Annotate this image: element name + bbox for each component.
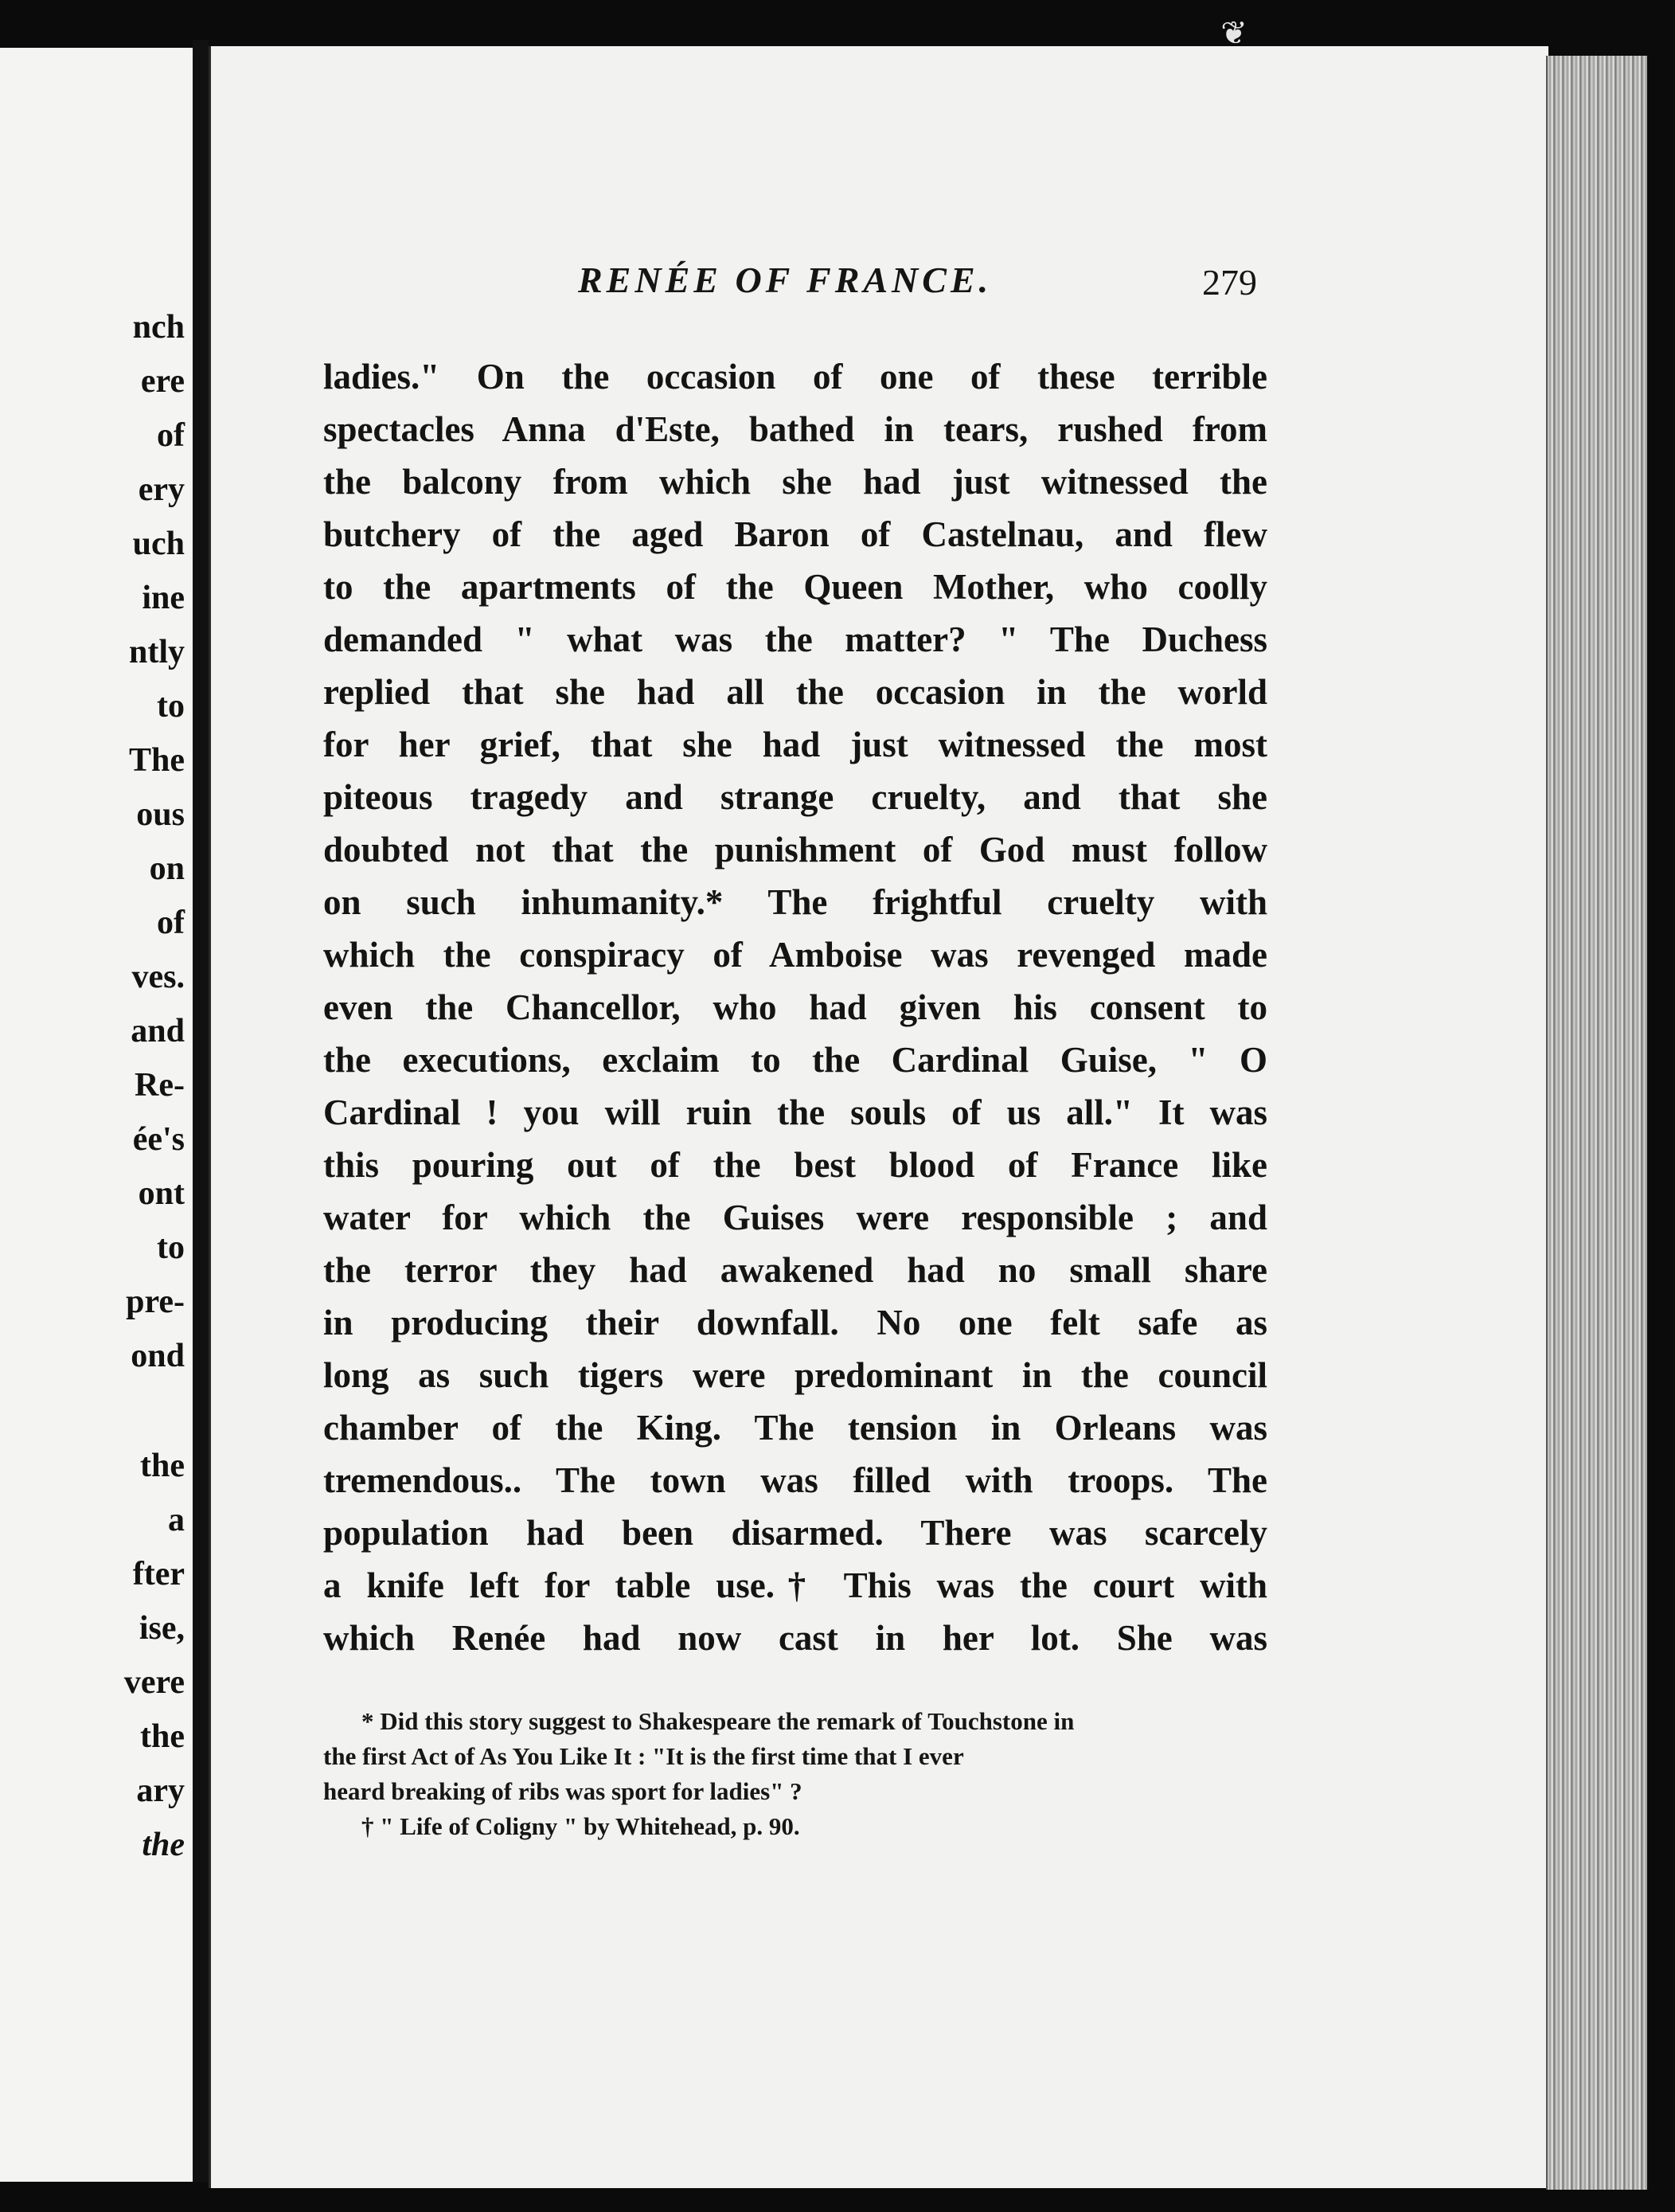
text-line bbox=[323, 613, 1267, 666]
text-line-content: doubted not that the punishment of God must follow bbox=[323, 830, 1267, 870]
text-line-content: replied that she had all the occasion in the world bbox=[323, 672, 1267, 712]
text-line-content: ladies." On the occasion of one of these terrible bbox=[323, 357, 1267, 397]
text-line bbox=[323, 928, 1267, 981]
text-line-content: a knife left for table use.† This was the court with bbox=[323, 1565, 1267, 1605]
left-page-fragment: uch bbox=[132, 526, 185, 562]
footnote-line: † " Life of Coligny " by Whitehead, p. 90. bbox=[361, 1812, 800, 1840]
page-edges bbox=[1546, 56, 1647, 2190]
text-line bbox=[323, 718, 1267, 771]
left-page-fragment: of bbox=[157, 905, 185, 941]
text-line bbox=[323, 666, 1267, 718]
text-line-content: this pouring out of the best blood of France like bbox=[323, 1145, 1267, 1185]
left-page-fragment: The bbox=[128, 742, 185, 779]
ornament-icon: ❦ bbox=[1220, 15, 1247, 51]
left-page-fragment: to bbox=[157, 688, 185, 725]
text-line-content: butchery of the aged Baron of Castelnau, and flew bbox=[323, 514, 1267, 554]
text-line-content: demanded " what was the matter? " The Duchess bbox=[323, 619, 1267, 659]
text-line bbox=[323, 1349, 1267, 1401]
text-line bbox=[323, 981, 1267, 1034]
footnotes bbox=[323, 1704, 1267, 1844]
text-line-content: to the apartments of the Queen Mother, who coolly bbox=[323, 567, 1267, 607]
footnote-line: * Did this story suggest to Shakespeare the remark of Touchstone in bbox=[361, 1707, 1075, 1735]
text-line bbox=[323, 508, 1267, 561]
text-line bbox=[323, 1507, 1267, 1559]
text-line bbox=[323, 561, 1267, 613]
left-page-fragment: ond bbox=[131, 1338, 185, 1374]
text-line-content: Cardinal ! you will ruin the souls of us all." It was bbox=[323, 1092, 1267, 1132]
text-line-content: tremendous.. The town was filled with troops. The bbox=[323, 1460, 1267, 1500]
text-line bbox=[323, 1612, 1267, 1664]
left-page-fragment: ous bbox=[136, 796, 185, 833]
left-page-fragment: vere bbox=[123, 1664, 185, 1701]
text-line-content: long as such tigers were predominant in the council bbox=[323, 1355, 1267, 1395]
left-page-fragment: the bbox=[140, 1448, 185, 1484]
text-line-content: piteous tragedy and strange cruelty, and that she bbox=[323, 777, 1267, 817]
text-line bbox=[323, 1401, 1267, 1454]
left-page-fragment: on bbox=[149, 850, 185, 887]
left-page-fragment: Re- bbox=[135, 1067, 185, 1104]
left-page-fragment: the bbox=[142, 1827, 185, 1863]
text-line bbox=[323, 876, 1267, 928]
left-page-fragment: pre- bbox=[126, 1284, 185, 1320]
left-page-fragment: ves. bbox=[131, 959, 185, 995]
text-line-content: which Renée had now cast in her lot. She was bbox=[323, 1618, 1267, 1658]
left-page-fragment: fter bbox=[132, 1556, 185, 1593]
text-line-content: water for which the Guises were responsible ; and bbox=[323, 1198, 1267, 1237]
text-line bbox=[323, 403, 1267, 455]
text-line-content: chamber of the King. The tension in Orleans was bbox=[323, 1408, 1267, 1448]
left-page-fragment: ine bbox=[142, 580, 185, 616]
left-page-fragment: the bbox=[140, 1718, 185, 1755]
text-line-content: spectacles Anna d'Este, bathed in tears, rushed from bbox=[323, 409, 1267, 449]
text-line-content: on such inhumanity.* The frightful cruelty with bbox=[323, 882, 1267, 922]
left-page-fragment: ée's bbox=[132, 1121, 185, 1158]
left-page-fragment: ary bbox=[136, 1772, 185, 1809]
text-line bbox=[323, 771, 1267, 823]
text-line bbox=[323, 823, 1267, 876]
left-page-fragment: ery bbox=[138, 471, 185, 508]
left-page-fragment: a bbox=[168, 1502, 185, 1538]
left-page-fragment: nch bbox=[132, 309, 185, 346]
text-line bbox=[323, 1034, 1267, 1086]
book-gutter bbox=[193, 40, 209, 2182]
text-line-content: the terror they had awakened had no small share bbox=[323, 1250, 1267, 1290]
text-line-content: for her grief, that she had just witnessed the most bbox=[323, 725, 1267, 764]
text-line bbox=[323, 1191, 1267, 1244]
text-line bbox=[323, 1139, 1267, 1191]
left-page-fragment: ere bbox=[140, 363, 185, 400]
left-page-fragment: of bbox=[157, 417, 185, 454]
text-line-content: population had been disarmed. There was scarcely bbox=[323, 1513, 1267, 1553]
text-line bbox=[323, 1086, 1267, 1139]
text-line-content: even the Chancellor, who had given his consent to bbox=[323, 987, 1267, 1027]
text-line-content: the executions, exclaim to the Cardinal Guise, " O bbox=[323, 1040, 1267, 1080]
left-page-fragment: and bbox=[131, 1013, 185, 1049]
text-line-content: which the conspiracy of Amboise was revenged made bbox=[323, 935, 1267, 975]
left-page-fragment: ntly bbox=[128, 634, 185, 670]
left-page-fragment: ont bbox=[138, 1175, 185, 1212]
left-page-fragment: ise, bbox=[139, 1610, 185, 1647]
text-line bbox=[323, 1559, 1267, 1612]
text-line bbox=[323, 1296, 1267, 1349]
facing-page-left bbox=[0, 48, 193, 2182]
text-line-content: the balcony from which she had just witnessed the bbox=[323, 462, 1267, 502]
text-line bbox=[323, 455, 1267, 508]
footnote-line: heard breaking of ribs was sport for ladies" ? bbox=[323, 1777, 802, 1805]
body-text bbox=[323, 350, 1267, 1664]
page-number: 279 bbox=[1202, 262, 1257, 303]
footnote-line: the first Act of As You Like It : "It is the first time that I ever bbox=[323, 1742, 964, 1770]
running-head: RENÉE OF FRANCE. bbox=[578, 260, 993, 300]
text-line bbox=[323, 350, 1267, 403]
text-line bbox=[323, 1244, 1267, 1296]
text-line-content: in producing their downfall. No one felt safe as bbox=[323, 1303, 1267, 1342]
left-page-fragment: to bbox=[157, 1229, 185, 1266]
text-line bbox=[323, 1454, 1267, 1507]
